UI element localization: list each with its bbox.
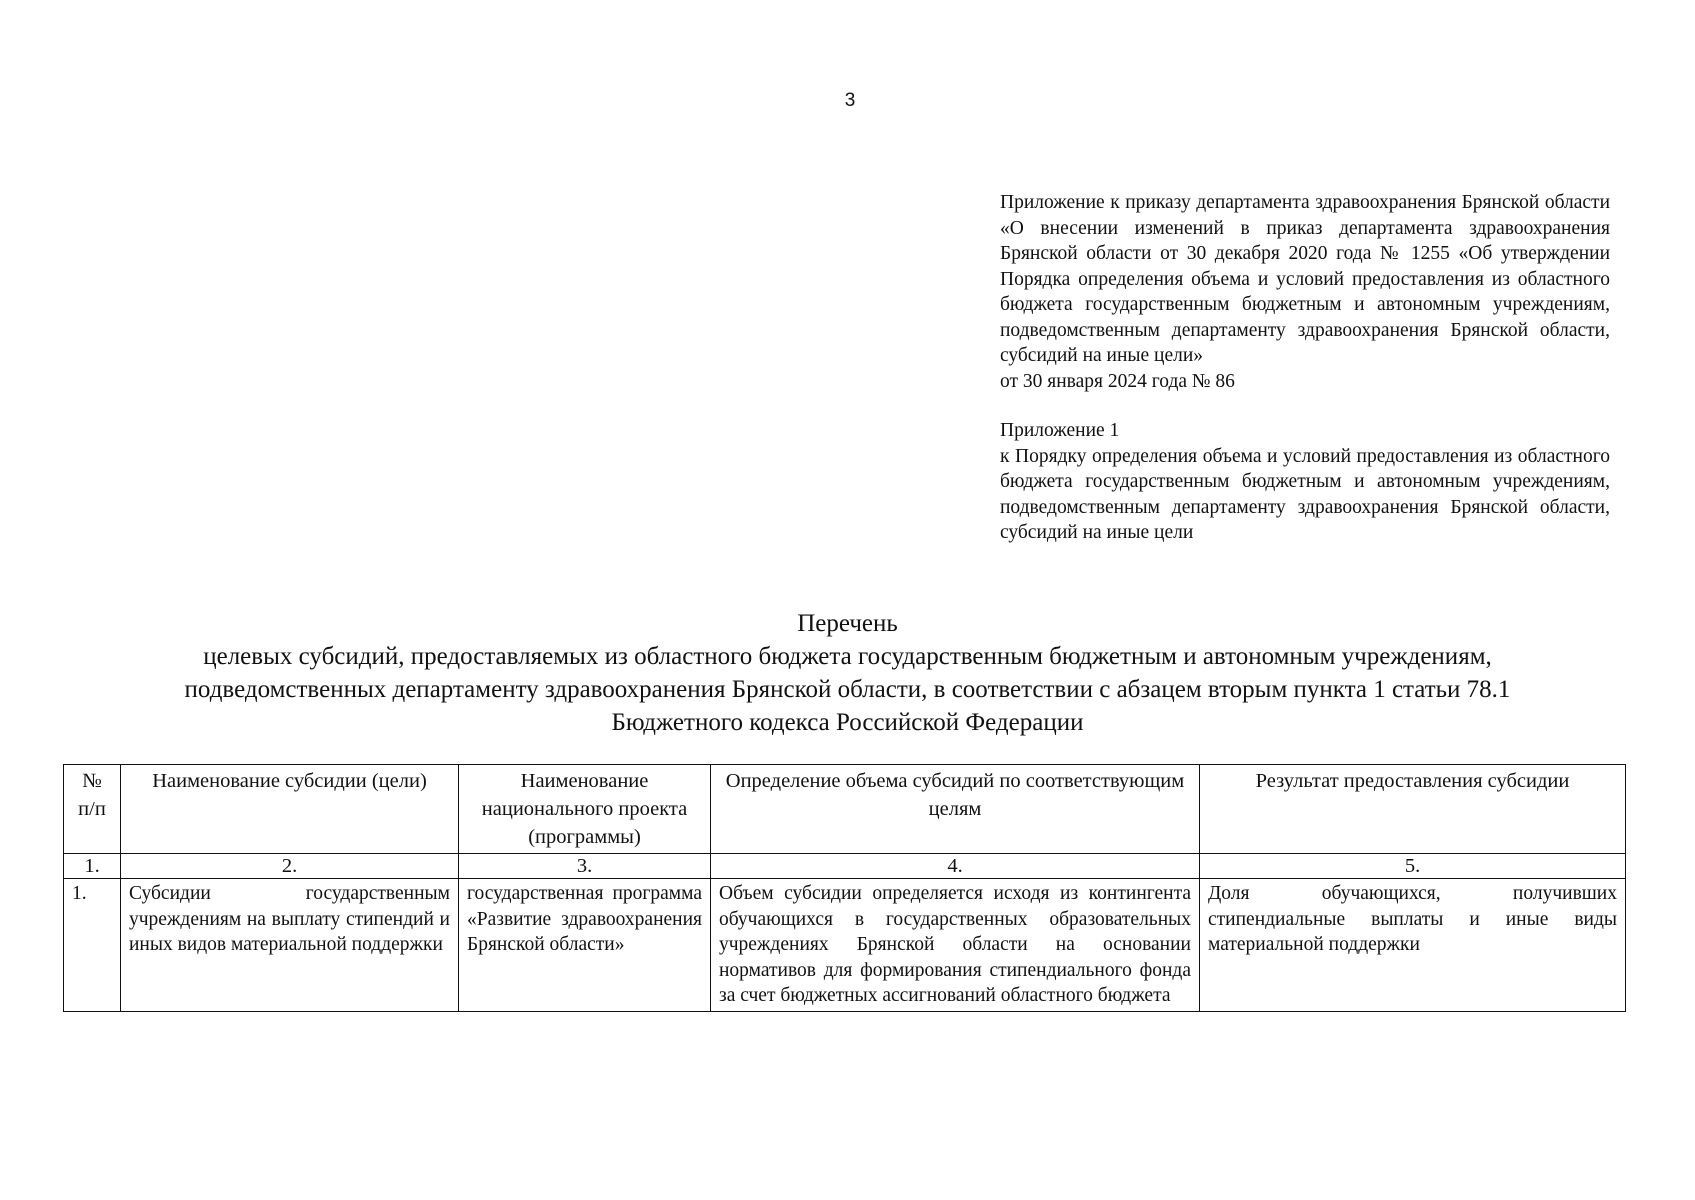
row-number: 1. bbox=[64, 879, 121, 1012]
column-number: 5. bbox=[1200, 854, 1626, 879]
subsidy-name-cell: Субсидии государственным учреждениям на выплату стипендий и иных видов материальной поддержки bbox=[121, 879, 459, 1012]
title-line-4: Бюджетного кодекса Российской Федерации bbox=[611, 709, 1084, 736]
title-line-2: целевых субсидий, предоставляемых из областного бюджета государственным бюджетным и автономным учреждениям, bbox=[203, 643, 1492, 670]
header-national-project: Наименование национального проекта (программы) bbox=[459, 765, 711, 854]
appendix-label: Приложение 1 bbox=[1000, 420, 1120, 441]
column-number-row bbox=[64, 854, 1626, 879]
appendix-text: к Порядку определения объема и условий предоставления из областного бюджета государственным бюджетным и автономным учреждениям, подведомственным департаменту здравоохранения Брянской области, субсидий на иные цели bbox=[1000, 445, 1610, 543]
order-date: от 30 января 2024 года № 86 bbox=[1000, 370, 1235, 392]
table-row bbox=[64, 879, 1626, 1012]
column-number: 1. bbox=[64, 854, 121, 879]
title-line-1: Перечень bbox=[797, 610, 898, 637]
title-line-3: подведомственных департаменту здравоохранения Брянской области, в соответствии с абзацем вторым пункта 1 статьи 78.1 bbox=[184, 676, 1511, 703]
header-subsidy-name: Наименование субсидии (цели) bbox=[121, 765, 459, 854]
header-result: Результат предоставления субсидии bbox=[1200, 765, 1626, 854]
page-number: 3 bbox=[844, 90, 856, 111]
appendix-block bbox=[1000, 190, 1610, 546]
column-number: 4. bbox=[711, 854, 1200, 879]
result-cell: Доля обучающихся, получивших стипендиальные выплаты и иные виды материальной поддержки bbox=[1200, 879, 1626, 1012]
order-appendix-text: Приложение к приказу департамента здравоохранения Брянской области «О внесении изменений в приказ департамента здравоохранения Брянской области от 30 декабря 2020 года № 1255 «Об утверждении Порядка определения объема и условий предоставления из областного бюджета государственным бюджетным и автономным учреждениям, подведомственным департаменту здравоохранения Брянской области, субсидий на иные цели» bbox=[1000, 192, 1610, 366]
national-project-cell: государственная программа «Развитие здравоохранения Брянской области» bbox=[459, 879, 711, 1012]
spacer bbox=[1000, 394, 1610, 418]
document-title bbox=[60, 607, 1635, 739]
column-number: 2. bbox=[121, 854, 459, 879]
column-number: 3. bbox=[459, 854, 711, 879]
table-header-row bbox=[64, 765, 1626, 854]
header-number: № п/п bbox=[64, 765, 121, 854]
header-volume-definition: Определение объема субсидий по соответствующим целям bbox=[711, 765, 1200, 854]
volume-definition-cell: Объем субсидии определяется исходя из контингента обучающихся в государственных образовательных учреждениях Брянской области на основании нормативов для формирования стипендиального фонда за счет бюджетных ассигнований областного бюджета bbox=[711, 879, 1200, 1012]
subsidy-table bbox=[63, 764, 1626, 1012]
